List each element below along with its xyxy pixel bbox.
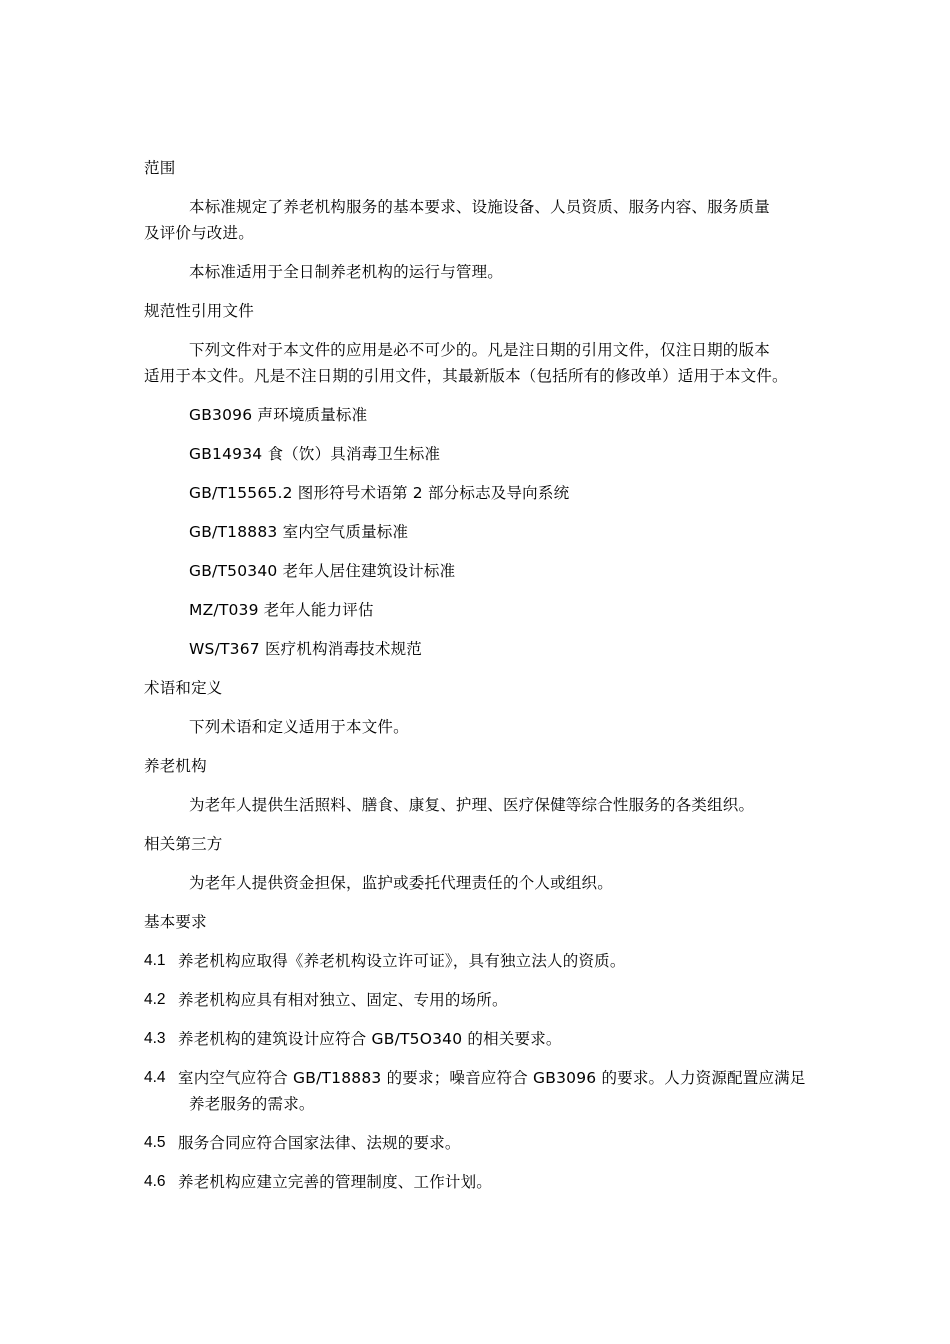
term-definition: 为老年人提供资金担保，监护或委托代理责任的个人或组织。 [189, 874, 613, 892]
reference-item: WS/T367 医疗机构消毒技术规范 [189, 640, 422, 658]
clause-text: 服务合同应符合国家法律、法规的要求。 [178, 1134, 461, 1152]
section-heading-basic: 基本要求 [144, 913, 207, 931]
clause-text: 养老机构的建筑设计应符合 GB/T5O340 的相关要求。 [178, 1030, 562, 1048]
term-heading: 相关第三方 [144, 835, 223, 853]
paragraph: 下列术语和定义适用于本文件。 [189, 718, 409, 736]
reference-item: GB/T15565.2 图形符号术语第 2 部分标志及导向系统 [189, 484, 570, 502]
term-definition: 为老年人提供生活照料、膳食、康复、护理、医疗保健等综合性服务的各类组织。 [189, 796, 755, 814]
clause-text: 养老机构应建立完善的管理制度、工作计划。 [178, 1173, 493, 1191]
section-heading-terms: 术语和定义 [144, 679, 223, 697]
section-heading-scope: 范围 [144, 159, 176, 177]
term-heading: 养老机构 [144, 757, 207, 775]
clause-number: 4.1 [144, 952, 166, 969]
paragraph-line: 及评价与改进。 [144, 224, 254, 242]
clause-number: 4.5 [144, 1134, 166, 1151]
clause-number: 4.2 [144, 991, 166, 1008]
clause-text-continued: 养老服务的需求。 [189, 1095, 315, 1113]
clause-number: 4.4 [144, 1069, 166, 1086]
paragraph-line: 下列文件对于本文件的应用是必不可少的。凡是注日期的引用文件，仅注日期的版本 [189, 341, 770, 359]
section-heading-refs: 规范性引用文件 [144, 302, 254, 320]
reference-item: MZ/T039 老年人能力评估 [189, 601, 374, 619]
clause-text: 养老机构应取得《养老机构设立许可证》，具有独立法人的资质。 [178, 952, 626, 970]
reference-item: GB14934 食（饮）具消毒卫生标准 [189, 445, 441, 463]
paragraph: 本标准适用于全日制养老机构的运行与管理。 [189, 263, 504, 281]
clause-text: 室内空气应符合 GB/T18883 的要求；噪音应符合 GB3096 的要求。人力资源配置应满足 [178, 1069, 806, 1087]
clause-number: 4.6 [144, 1173, 166, 1190]
reference-item: GB3096 声环境质量标准 [189, 406, 368, 424]
clause-number: 4.3 [144, 1030, 166, 1047]
reference-item: GB/T18883 室内空气质量标准 [189, 523, 409, 541]
paragraph-line: 适用于本文件。凡是不注日期的引用文件，其最新版本（包括所有的修改单）适用于本文件。 [144, 367, 788, 385]
clause-text: 养老机构应具有相对独立、固定、专用的场所。 [178, 991, 508, 1009]
paragraph-line: 本标准规定了养老机构服务的基本要求、设施设备、人员资质、服务内容、服务质量 [189, 198, 770, 216]
reference-item: GB/T50340 老年人居住建筑设计标准 [189, 562, 456, 580]
